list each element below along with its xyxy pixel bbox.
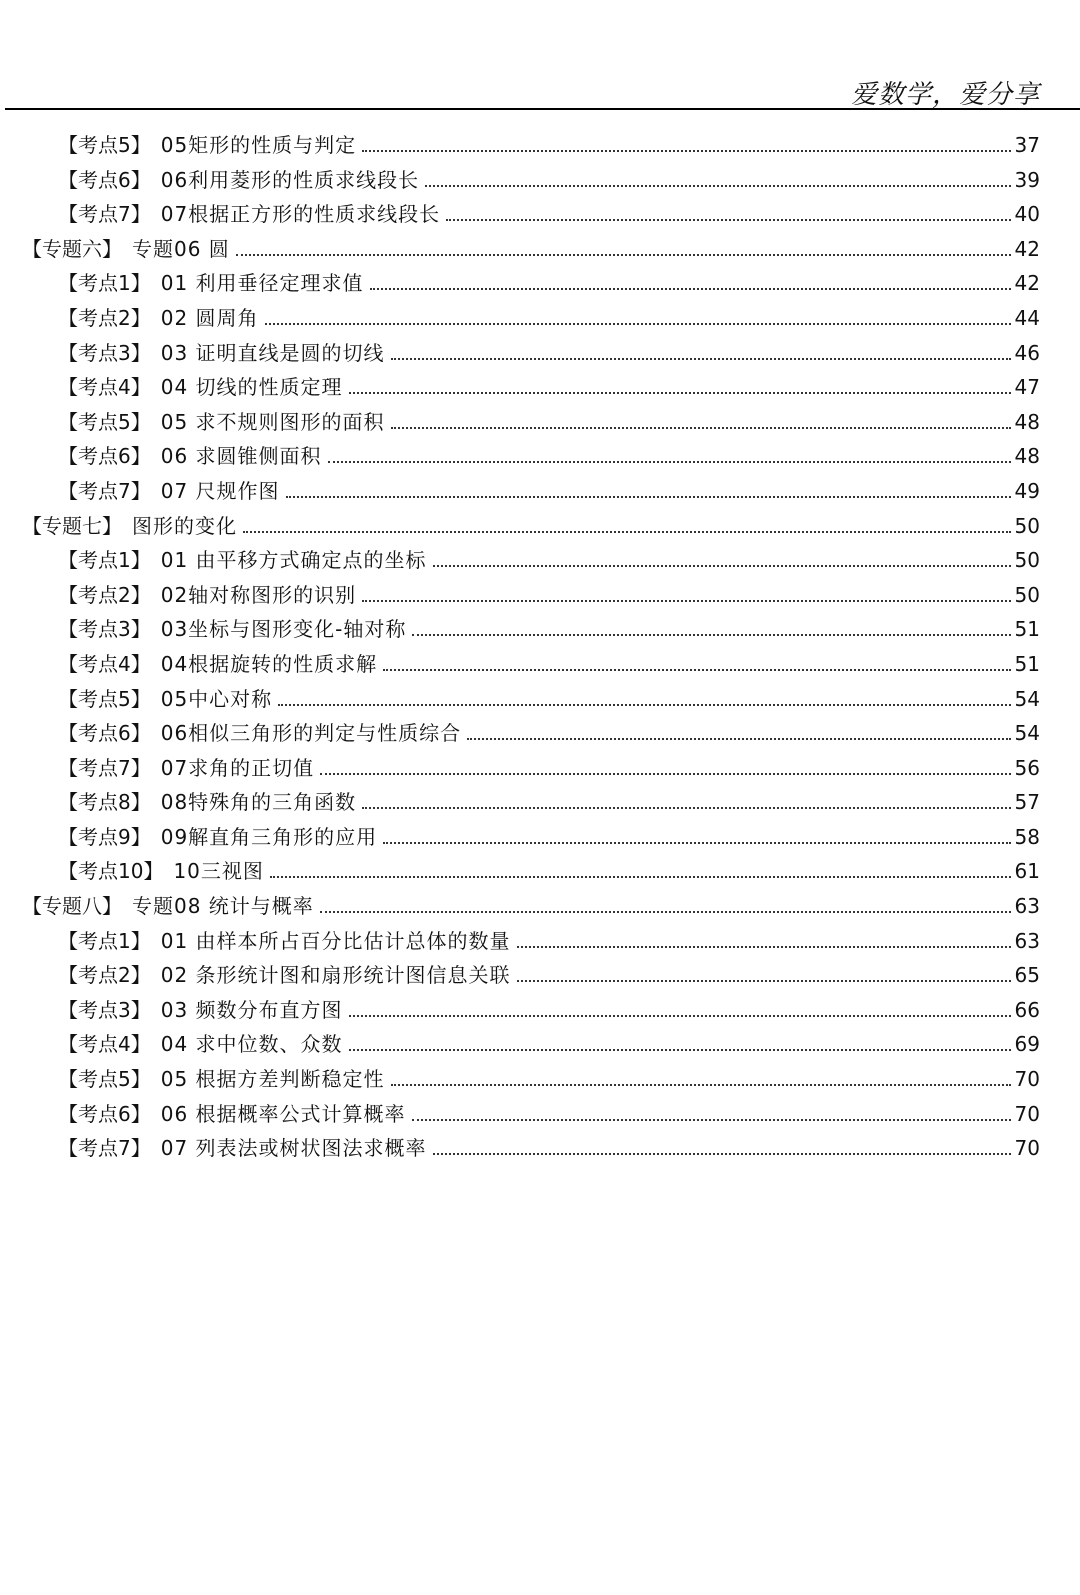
toc-section-row[interactable] [0,1097,1080,1132]
toc-section-row[interactable] [0,439,1080,474]
toc-entry-tag: 【考点7】 [58,755,151,780]
toc-dot-leader [349,1015,1011,1017]
toc-entry-title: 01 由平移方式确定点的坐标 [160,548,427,573]
toc-entry-tag: 【考点4】 [58,1032,151,1057]
toc-entry-tag: 【考点7】 [58,1136,151,1161]
toc-dot-leader [446,219,1010,221]
toc-entry-title: 07根据正方形的性质求线段长 [160,202,441,227]
toc-entry-title: 08特殊角的三角函数 [160,790,357,815]
toc-page-number: 70 [1014,1067,1040,1092]
toc-section-row[interactable] [0,1062,1080,1097]
toc-entry-tag: 【考点3】 [58,340,151,365]
toc-entry-title: 07 尺规作图 [160,478,280,503]
toc-dot-leader [236,254,1011,256]
toc-section-row[interactable] [0,128,1080,163]
toc-entry-title: 05 求不规则图形的面积 [160,409,385,434]
toc-section-row[interactable] [0,301,1080,336]
toc-dot-leader [425,185,1010,187]
toc-section-row[interactable] [0,993,1080,1028]
toc-page-number: 58 [1014,824,1040,849]
toc-entry-title: 06 根据概率公式计算概率 [160,1101,406,1126]
toc-dot-leader [362,600,1010,602]
toc-dot-leader [517,946,1011,948]
toc-section-row[interactable] [0,474,1080,509]
toc-entry-tag: 【考点9】 [58,824,151,849]
toc-section-row[interactable] [0,924,1080,959]
toc-entry-title: 03坐标与图形变化-轴对称 [160,617,407,642]
toc-entry-tag: 【考点6】 [58,721,151,746]
toc-section-row[interactable] [0,266,1080,301]
toc-dot-leader [278,704,1010,706]
toc-page-number: 54 [1014,686,1040,711]
toc-section-row[interactable] [0,1131,1080,1166]
toc-entry-tag: 【专题八】 [22,894,122,919]
toc-entry-tag: 【考点1】 [58,548,151,573]
toc-dot-leader [517,980,1011,982]
toc-section-row[interactable] [0,647,1080,682]
toc-dot-leader [270,876,1011,878]
header-divider [5,108,1080,110]
toc-entry-tag: 【专题六】 [22,236,122,261]
toc-entry-title: 03 证明直线是圆的切线 [160,340,385,365]
toc-section-row[interactable] [0,682,1080,717]
toc-entry-tag: 【考点5】 [58,1067,151,1092]
toc-entry-title: 专题08 统计与概率 [132,894,314,919]
toc-dot-leader [370,288,1011,290]
toc-section-row[interactable] [0,785,1080,820]
toc-chapter-row[interactable] [0,509,1080,544]
toc-entry-title: 06 求圆锥侧面积 [160,444,322,469]
toc-dot-leader [320,773,1010,775]
toc-entry-tag: 【考点2】 [58,963,151,988]
toc-dot-leader [362,807,1010,809]
toc-page-number: 50 [1014,513,1040,538]
toc-entry-title: 04 求中位数、众数 [160,1032,343,1057]
toc-page-number: 50 [1014,582,1040,607]
toc-entry-title: 04根据旋转的性质求解 [160,651,378,676]
toc-section-row[interactable] [0,370,1080,405]
toc-entry-title: 07 列表法或树状图法求概率 [160,1136,427,1161]
table-of-contents [0,128,1080,1166]
toc-section-row[interactable] [0,958,1080,993]
toc-section-row[interactable] [0,1027,1080,1062]
toc-dot-leader [467,738,1010,740]
toc-page-number: 66 [1014,997,1040,1022]
toc-dot-leader [349,1049,1011,1051]
toc-section-row[interactable] [0,820,1080,855]
toc-dot-leader [349,392,1011,394]
toc-entry-tag: 【考点5】 [58,409,151,434]
toc-dot-leader [383,842,1010,844]
toc-page-number: 39 [1014,167,1040,192]
toc-page-number: 61 [1014,859,1040,884]
page-header [0,0,1080,112]
toc-chapter-row[interactable] [0,232,1080,267]
toc-entry-title: 02轴对称图形的识别 [160,582,357,607]
toc-dot-leader [328,461,1011,463]
toc-entry-tag: 【考点5】 [58,686,151,711]
toc-entry-tag: 【考点3】 [58,617,151,642]
toc-section-row[interactable] [0,543,1080,578]
toc-section-row[interactable] [0,751,1080,786]
toc-page-number: 46 [1014,340,1040,365]
toc-page-number: 70 [1014,1101,1040,1126]
toc-page-number: 65 [1014,963,1040,988]
toc-page-number: 48 [1014,444,1040,469]
toc-entry-title: 02 圆周角 [160,305,259,330]
toc-section-row[interactable] [0,578,1080,613]
toc-dot-leader [391,358,1011,360]
toc-entry-tag: 【考点6】 [58,444,151,469]
toc-page-number: 63 [1014,894,1040,919]
toc-chapter-row[interactable] [0,889,1080,924]
toc-entry-tag: 【考点10】 [58,859,164,884]
toc-entry-title: 01 由样本所占百分比估计总体的数量 [160,928,511,953]
toc-page-number: 42 [1014,236,1040,261]
toc-page-number: 50 [1014,548,1040,573]
toc-dot-leader [265,323,1011,325]
toc-entry-tag: 【考点7】 [58,478,151,503]
toc-entry-title: 专题06 圆 [132,236,230,261]
toc-dot-leader [243,531,1011,533]
toc-entry-title: 06相似三角形的判定与性质综合 [160,721,462,746]
toc-entry-title: 01 利用垂径定理求值 [160,271,364,296]
toc-entry-title: 05中心对称 [160,686,273,711]
toc-page-number: 57 [1014,790,1040,815]
toc-entry-title: 04 切线的性质定理 [160,375,343,400]
toc-dot-leader [362,150,1010,152]
toc-dot-leader [412,1119,1011,1121]
toc-dot-leader [286,496,1011,498]
toc-entry-title: 图形的变化 [132,513,237,538]
toc-entry-tag: 【考点1】 [58,928,151,953]
toc-page-number: 51 [1014,651,1040,676]
toc-entry-title: 07求角的正切值 [160,755,315,780]
toc-dot-leader [391,1084,1011,1086]
toc-entry-tag: 【专题七】 [22,513,122,538]
toc-dot-leader [391,427,1011,429]
toc-entry-title: 10三视图 [173,859,264,884]
toc-page-number: 56 [1014,755,1040,780]
toc-page-number: 69 [1014,1032,1040,1057]
toc-entry-tag: 【考点8】 [58,790,151,815]
toc-section-row[interactable] [0,336,1080,371]
toc-page-number: 54 [1014,721,1040,746]
toc-entry-tag: 【考点4】 [58,651,151,676]
toc-page-number: 48 [1014,409,1040,434]
toc-page-number: 63 [1014,928,1040,953]
toc-entry-title: 05 根据方差判断稳定性 [160,1067,385,1092]
toc-page-number: 40 [1014,202,1040,227]
toc-entry-tag: 【考点3】 [58,997,151,1022]
toc-dot-leader [412,634,1010,636]
toc-page-number: 70 [1014,1136,1040,1161]
toc-section-row[interactable] [0,405,1080,440]
toc-entry-tag: 【考点2】 [58,582,151,607]
toc-entry-title: 09解直角三角形的应用 [160,824,378,849]
toc-entry-title: 06利用菱形的性质求线段长 [160,167,420,192]
toc-page-number: 47 [1014,375,1040,400]
toc-page-number: 49 [1014,478,1040,503]
toc-entry-tag: 【考点7】 [58,202,151,227]
toc-section-row[interactable] [0,163,1080,198]
header-slogan: 爱数学，爱分享 [850,80,1040,110]
toc-section-row[interactable] [0,716,1080,751]
toc-entry-title: 02 条形统计图和扇形统计图信息关联 [160,963,511,988]
toc-entry-tag: 【考点4】 [58,375,151,400]
toc-dot-leader [320,911,1011,913]
toc-section-row[interactable] [0,197,1080,232]
toc-page-number: 51 [1014,617,1040,642]
toc-dot-leader [433,1153,1011,1155]
toc-entry-tag: 【考点2】 [58,305,151,330]
toc-entry-title: 05矩形的性质与判定 [160,133,357,157]
toc-entry-tag: 【考点6】 [58,167,151,192]
toc-dot-leader [433,565,1011,567]
toc-page-number: 37 [1014,133,1040,157]
toc-entry-title: 03 频数分布直方图 [160,997,343,1022]
toc-dot-leader [383,669,1010,671]
toc-entry-tag: 【考点5】 [58,133,151,157]
toc-page-number: 44 [1014,305,1040,330]
toc-entry-tag: 【考点1】 [58,271,151,296]
toc-section-row[interactable] [0,854,1080,889]
toc-section-row[interactable] [0,612,1080,647]
toc-entry-tag: 【考点6】 [58,1101,151,1126]
toc-page-number: 42 [1014,271,1040,296]
